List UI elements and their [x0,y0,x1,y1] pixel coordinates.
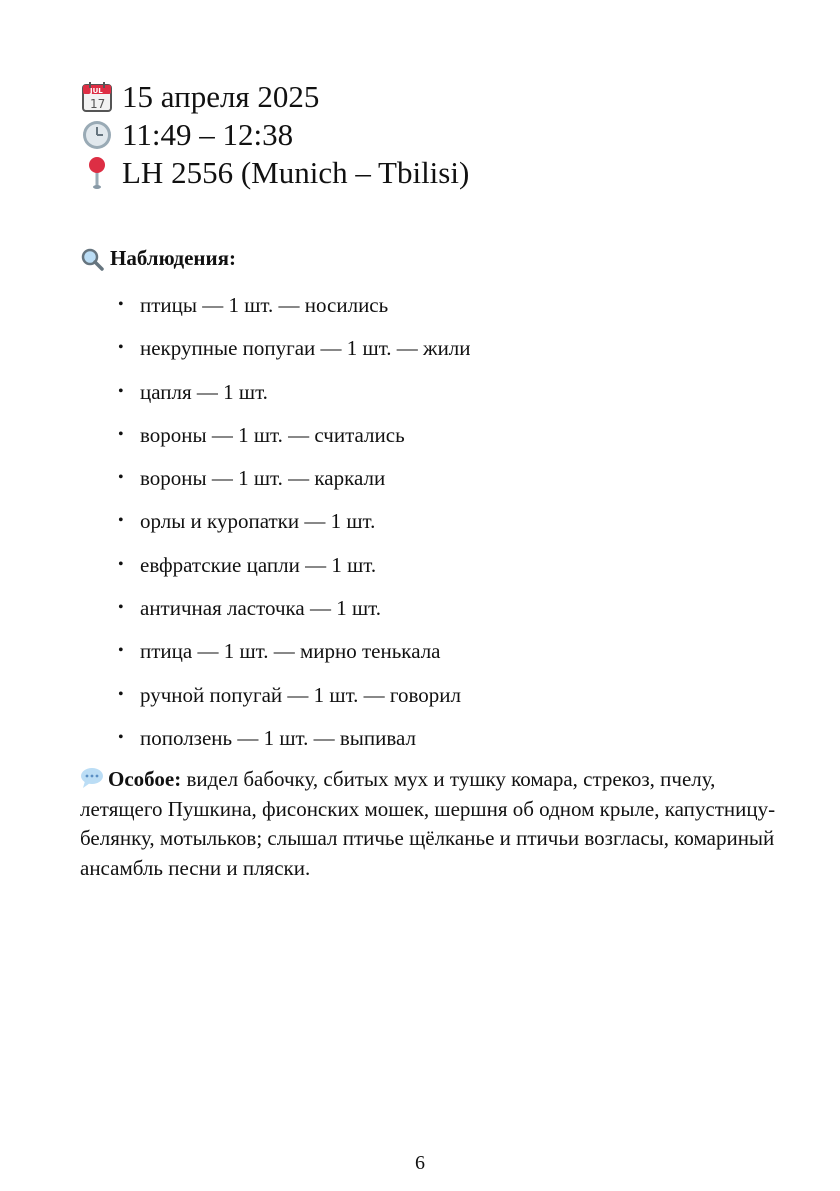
list-item: • вороны — 1 шт. — считались [118,417,471,460]
observations-list [118,287,471,763]
list-item: • античная ласточка — 1 шт. [118,590,471,633]
special-text: видел бабочку, сбитых мух и тушку комара, стрекоз, пчелу, летящего Пушкина, фисонских мошек, шершня об одном крыле, капустницу-белянку, мотыльков; слышал птичье щёлканье и птичьи возгласы, комариный ансамбль песни и пляски. [80,767,776,880]
svg-text:17: 17 [90,97,106,111]
list-item: • вороны — 1 шт. — каркали [118,460,471,503]
svg-text:JUL: JUL [90,87,103,95]
list-item: • орлы и куропатки — 1 шт. [118,503,471,546]
list-item: • цапля — 1 шт. [118,374,471,417]
bullet: • [118,685,124,703]
observations-title: Наблюдения: [110,246,236,270]
flight-line [80,154,469,192]
pushpin-icon [80,156,114,190]
flight-text: LH 2556 (Munich – Tbilisi) [122,155,470,190]
page-number: 6 [415,1152,425,1174]
special-notes [80,765,780,883]
bullet: • [118,382,124,400]
speech-bubble-icon [80,767,104,789]
list-item: • некрупные попугаи — 1 шт. — жили [118,330,471,373]
entry-header [80,78,469,192]
bullet: • [118,728,124,746]
bullet: • [118,469,124,487]
time-line [80,116,469,154]
special-label: Особое: [108,767,182,791]
clock-icon [80,118,114,152]
bullet: • [118,339,124,357]
time-text: 11:49 – 12:38 [122,117,294,152]
bullet: • [118,642,124,660]
calendar-icon [80,80,114,114]
list-item: • евфратские цапли — 1 шт. [118,547,471,590]
magnifier-icon [80,247,104,271]
bullet: • [118,296,124,313]
bullet: • [118,599,124,617]
list-item: • поползень — 1 шт. — выпивал [118,720,471,763]
date-line [80,78,469,116]
bullet: • [118,425,124,443]
list-item: • птица — 1 шт. — мирно тенькала [118,633,471,676]
list-item: • птицы — 1 шт. — носились [118,287,471,330]
date-text: 15 апреля 2025 [122,79,320,114]
list-item: • ручной попугай — 1 шт. — говорил [118,677,471,720]
observations-heading [80,246,236,271]
bullet: • [118,512,124,530]
bullet: • [118,555,124,573]
